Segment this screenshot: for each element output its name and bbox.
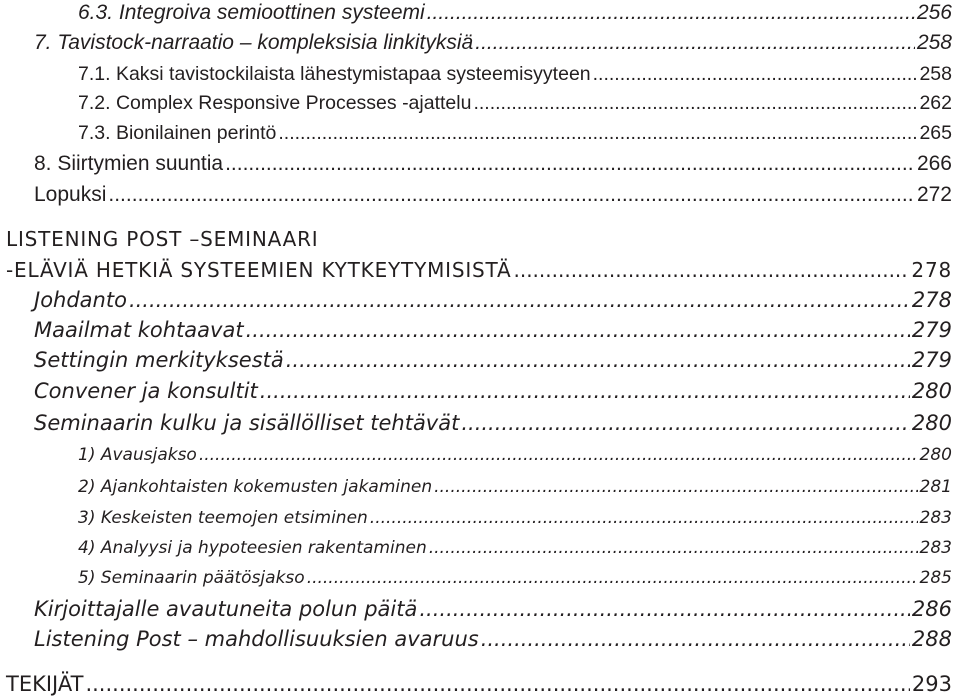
toc-entry-label: 8. Siirtymien suuntia xyxy=(34,152,224,175)
dot-leader xyxy=(475,31,915,55)
toc-entry xyxy=(78,568,952,588)
dot-leader xyxy=(370,508,918,528)
toc-entry xyxy=(34,627,952,651)
toc-entry xyxy=(78,122,952,145)
toc-entry-label: 4) Analyysi ja hypoteesien rakentaminen xyxy=(78,538,427,558)
toc-entry xyxy=(34,348,952,372)
toc-entry-page: 262 xyxy=(919,92,952,114)
toc-entry-label: 7.2. Complex Responsive Processes -ajattelu xyxy=(78,92,472,114)
toc-entry-label: Maailmat kohtaavat xyxy=(34,318,244,342)
dot-leader xyxy=(260,379,910,403)
toc-entry-label: Seminaarin kulku ja sisällölliset tehtävät xyxy=(34,411,460,435)
toc-entry xyxy=(34,288,952,312)
dot-leader xyxy=(199,445,918,465)
toc-entry xyxy=(34,183,952,207)
dot-leader xyxy=(513,258,909,282)
toc-entry xyxy=(78,508,952,528)
toc-entry-page: 272 xyxy=(916,183,952,206)
toc-entry-label: Johdanto xyxy=(34,288,127,312)
toc-entry-label: Listening Post – mahdollisuuksien avaruus xyxy=(34,627,479,651)
dot-leader xyxy=(129,288,910,312)
dot-leader xyxy=(278,122,917,145)
toc-entry-label: TEKIJÄT xyxy=(6,672,84,696)
dot-leader xyxy=(225,152,915,176)
toc-entry-page: 256 xyxy=(916,1,952,24)
toc-entry-label: Lopuksi xyxy=(34,183,107,206)
toc-entry-page: 283 xyxy=(919,508,952,528)
toc-entry-label: ELÄVIÄ HETKIÄ SYSTEEMIEN KYTKEYTYMISISTÄ xyxy=(14,258,512,282)
toc-entry-page: 278 xyxy=(911,288,952,312)
toc-entry-page: 279 xyxy=(911,318,952,342)
toc-entry xyxy=(34,411,952,435)
toc-entry-page: 285 xyxy=(919,568,952,588)
toc-entry-page: 258 xyxy=(919,63,952,85)
dot-leader xyxy=(434,477,917,497)
dot-leader xyxy=(473,92,917,115)
toc-entry xyxy=(78,445,952,465)
dot-leader xyxy=(246,318,910,342)
toc-entry-page: 280 xyxy=(919,445,952,465)
dot-leader xyxy=(427,1,915,25)
dot-leader xyxy=(481,627,910,651)
toc-entry-page: 288 xyxy=(911,627,952,651)
dash-prefix: - xyxy=(6,258,15,282)
toc-entry-label: 2) Ajankohtaisten kokemusten jakaminen xyxy=(78,477,433,497)
toc-entry-page: 266 xyxy=(916,152,952,175)
toc-entry-page: 265 xyxy=(919,122,952,144)
section-subheading xyxy=(6,258,952,282)
toc-entry-page: 258 xyxy=(916,31,952,54)
toc-entry-label: 3) Keskeisten teemojen etsiminen xyxy=(78,508,368,528)
toc-entry-label: Settingin merkityksestä xyxy=(34,348,284,372)
toc-entry-label: Convener ja konsultit xyxy=(34,379,258,403)
toc-entry-label: Kirjoittajalle avautuneita polun päitä xyxy=(34,597,418,621)
toc-entry-page: 280 xyxy=(911,411,952,435)
toc-entry-page: 279 xyxy=(911,348,952,372)
toc-entry xyxy=(78,63,952,86)
dot-leader xyxy=(286,348,910,372)
toc-entry xyxy=(78,477,952,497)
dot-leader xyxy=(429,538,918,558)
toc-entry-page: 281 xyxy=(919,477,952,497)
toc-entry-label: 5) Seminaarin päätösjakso xyxy=(78,568,305,588)
toc-entry xyxy=(34,31,952,55)
toc-entry xyxy=(34,597,952,621)
toc-entry-label: 7.3. Bionilainen perintö xyxy=(78,122,277,144)
dot-leader xyxy=(419,597,910,621)
toc-entry xyxy=(78,92,952,115)
toc-entry-page: 280 xyxy=(911,379,952,403)
toc-entry-page: 278 xyxy=(911,258,952,282)
dot-leader xyxy=(108,183,915,207)
dot-leader xyxy=(461,411,910,435)
toc-entry xyxy=(34,318,952,342)
dot-leader xyxy=(85,672,909,696)
toc-entry xyxy=(78,1,952,25)
toc-entry-label: 6.3. Integroiva semioottinen systeemi xyxy=(78,1,425,24)
toc-entry-page: 286 xyxy=(911,597,952,621)
toc-entry-label: 1) Avausjakso xyxy=(78,445,197,465)
toc-entry xyxy=(34,152,952,176)
toc-entry-label: 7.1. Kaksi tavistockilaista lähestymistapaa systeemisyyteen xyxy=(78,63,591,85)
toc-entry-label: 7. Tavistock-narraatio – kompleksisia linkityksiä xyxy=(34,31,474,54)
toc-entry xyxy=(78,538,952,558)
dot-leader xyxy=(593,63,918,86)
toc-entry xyxy=(6,672,952,696)
section-heading: LISTENING POST –SEMINAARI xyxy=(6,227,319,251)
dot-leader xyxy=(307,568,918,588)
toc-entry-page: 293 xyxy=(911,672,952,696)
toc-entry xyxy=(34,379,952,403)
toc-entry-page: 283 xyxy=(919,538,952,558)
